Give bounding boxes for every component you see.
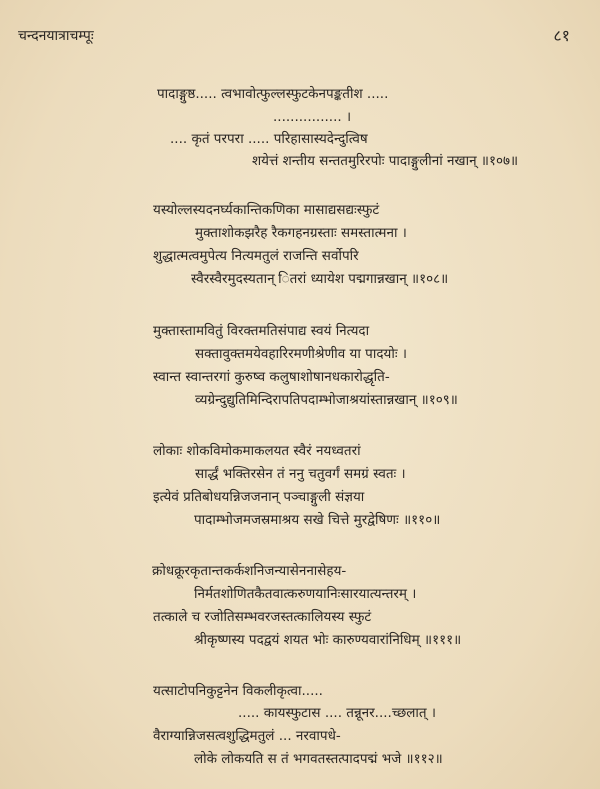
verse-107-line-4: शयेत्तं शन्तीय सन्ततमुरिरपोः पादाङ्गुलीनां नखान् ॥१०७॥ xyxy=(252,153,519,169)
verse-110-line-1: लोकाः शोकविमोकमाकलयत स्वैरं नयध्वतरां xyxy=(153,443,361,459)
verse-111-line-4: श्रीकृष्णस्य पदद्वयं शयत भोः कारुण्यवारांनिधिम् ॥१११॥ xyxy=(194,632,462,648)
verse-108-line-1: यस्योल्लस्यदनर्घ्यकान्तिकणिका मासाद्यसद्यःस्फुटं xyxy=(153,202,380,218)
verse-108-line-3: शुद्धात्मत्वमुपेत्य नित्यमतुलं राजन्ति सर्वोपरि xyxy=(153,248,359,264)
verse-109-line-1: मुक्तास्तामवितुं विरक्तमतिसंपाद्य स्वयं नित्यदा xyxy=(153,323,370,339)
verse-109-line-3: स्वान्त स्वान्तरगां कुरुष्व कलुषाशोषानधकारोद्धृति- xyxy=(153,369,390,385)
verse-112-line-3: वैराग्यान्निजसत्वशुद्धिमतुलं ... नरवापधे- xyxy=(153,728,341,744)
verse-107-line-1: पादाङ्गुष्ठ..... त्वभावोत्फुल्लस्फुटकेनपङ्कतीश ..... xyxy=(157,86,389,102)
verse-109-line-2: सक्तावुक्तमयेवहारिरमणीश्रेणीव या पादयोः । xyxy=(195,346,407,362)
verse-107-line-3: .... कृतं परपरा ..... परिहासास्यदेन्दुत्विष xyxy=(170,131,368,147)
verse-110-line-4: पादाम्भोजमजस्रमाश्रय सखे चित्ते मुरद्वेषिणः ॥११०॥ xyxy=(194,512,441,528)
verse-111-line-3: तत्काले च रजोतिसम्भवरजस्तत्कालियस्य स्फुटं xyxy=(153,609,372,625)
verse-110-line-2: सार्द्धं भक्तिरसेन तं ननु चतुवर्गं समग्रं स्वतः । xyxy=(195,466,406,482)
verse-108-line-2: मुक्ताशोकझरैह रैकगहनग्रस्ताः समस्तात्मना । xyxy=(195,225,407,241)
verse-111-line-2: निर्मतशोणितकैतवात्करुणयानिःसारयात्यन्तरम् । xyxy=(194,586,417,602)
verse-111-line-1: क्रोधक्रूरकृतान्तकर्कशनिजन्यासेननासेहय- xyxy=(152,563,347,579)
verse-112-line-1: यत्साटोपनिकुट्टनेन विकलीकृत्वा..... xyxy=(153,683,323,699)
verse-108-line-4: स्वैरस्वैरमुदस्यतान् ितरां ध्यायेश पद्मगान्नखान् ॥१०८॥ xyxy=(191,271,449,287)
verse-107-line-2: ................ । xyxy=(273,109,352,125)
verse-112-line-4: लोके लोकयति स तं भगवतस्तत्पादपद्मं भजे ॥११२॥ xyxy=(194,751,443,767)
verse-112-line-2: ..... कायस्फुटास .... तन्नूनर....च्छलात् । xyxy=(238,705,437,721)
verse-109-line-4: व्यग्रेन्दुद्युतिमिन्दिरापतिपदाम्भोजाश्रयांस्तान्नखान् ॥१०९॥ xyxy=(195,392,458,408)
running-header-title: चन्दनयात्राचम्पूः xyxy=(18,28,94,44)
verse-110-line-3: इत्येवं प्रतिबोधयन्निजजनान् पञ्चाङ्गुली संज्ञया xyxy=(153,489,365,505)
page-number: ८१ xyxy=(553,26,570,45)
